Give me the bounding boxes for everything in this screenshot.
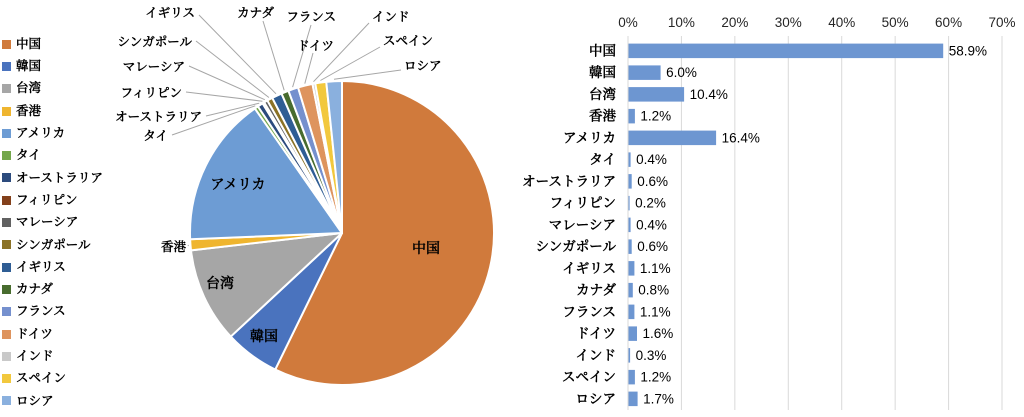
pie-leader-line <box>188 245 189 246</box>
bar-value-label: 1.2% <box>640 369 672 385</box>
bar-value-label: 1.7% <box>643 391 674 407</box>
x-tick-label: 10% <box>667 15 695 30</box>
pie-leader-line <box>334 70 401 79</box>
pie-callout-label: ドイツ <box>297 39 334 53</box>
bar-category-label: シンガポール <box>535 239 616 255</box>
legend-label: フィリピン <box>16 192 78 207</box>
x-tick-label: 70% <box>988 15 1016 30</box>
pie-callout-label: 香港 <box>160 240 186 254</box>
pie-leader-line <box>263 21 284 90</box>
x-tick-label: 50% <box>881 15 909 30</box>
bar <box>629 392 638 407</box>
legend-label: フランス <box>16 304 66 319</box>
pie-chart <box>115 5 494 385</box>
legend-label: マレーシア <box>16 215 79 230</box>
x-tick-label: 30% <box>774 15 802 30</box>
bar-category-label: イギリス <box>562 260 616 276</box>
bar-category-label: マレーシア <box>548 217 616 233</box>
bar-category-label: タイ <box>589 152 616 168</box>
pie-slice-label: 韓国 <box>250 328 278 344</box>
legend-label: ドイツ <box>16 326 53 341</box>
pie-leader-line <box>305 53 313 84</box>
pie-callout-label: スペイン <box>383 34 434 48</box>
bar-value-label: 1.2% <box>640 108 672 124</box>
pie-callout-label: イギリス <box>145 6 195 20</box>
legend-label: 香港 <box>16 103 42 118</box>
x-tick-label: 40% <box>828 15 856 30</box>
bar-value-label: 0.4% <box>636 217 667 233</box>
bar <box>629 196 630 211</box>
legend-label: オーストラリア <box>16 170 103 185</box>
bar-category-label: フランス <box>562 304 616 320</box>
legend-label: アメリカ <box>16 126 66 141</box>
bar <box>629 283 633 298</box>
legend-label: スペイン <box>16 371 67 386</box>
pie-callout-label: オーストラリア <box>115 110 202 124</box>
bar-value-label: 1.1% <box>639 304 671 320</box>
bar-value-label: 6.0% <box>666 65 697 81</box>
bar-chart <box>522 15 1015 410</box>
bar <box>629 261 635 276</box>
bar-category-label: 香港 <box>589 108 616 124</box>
bar <box>629 65 661 80</box>
pie-slice-label: アメリカ <box>210 176 266 192</box>
bar-category-label: オーストラリア <box>522 173 616 189</box>
x-tick-label: 20% <box>721 15 749 30</box>
bar-category-label: アメリカ <box>562 130 616 146</box>
legend-label: イギリス <box>16 259 66 274</box>
pie-callout-label: シンガポール <box>117 35 192 49</box>
bar <box>629 152 631 167</box>
bar-category-label: 台湾 <box>589 86 616 102</box>
bar-value-label: 10.4% <box>689 86 728 102</box>
bar-value-label: 1.6% <box>642 326 674 342</box>
pie-callout-label: インド <box>372 10 410 24</box>
bar <box>629 109 635 124</box>
bar <box>629 87 685 102</box>
pie-slice-label: 中国 <box>412 240 440 256</box>
bar <box>629 370 635 385</box>
bar <box>629 326 638 341</box>
bar-value-label: 0.2% <box>635 195 666 211</box>
bar-value-label: 0.6% <box>637 173 668 189</box>
bar <box>629 44 944 59</box>
bar <box>629 305 635 320</box>
legend-label: シンガポール <box>16 237 91 252</box>
bar-value-label: 0.8% <box>638 282 670 298</box>
x-tick-label: 60% <box>935 15 963 30</box>
legend-label: 韓国 <box>16 59 42 74</box>
pie-callout-label: ロシア <box>404 59 442 73</box>
bar-value-label: 1.1% <box>639 260 671 276</box>
bar <box>629 174 632 189</box>
bar-value-label: 0.6% <box>637 239 668 255</box>
legend-label: 台湾 <box>16 81 42 96</box>
x-tick-label: 0% <box>618 15 638 30</box>
legend-label: 中国 <box>16 36 42 51</box>
bar-category-label: フィリピン <box>549 195 616 211</box>
legend-label: ロシア <box>16 393 54 408</box>
bar-category-label: 韓国 <box>589 65 616 81</box>
pie-callout-label: マレーシア <box>122 60 185 74</box>
bar-category-label: カナダ <box>576 282 616 298</box>
bar <box>629 131 717 146</box>
pie-callout-label: カナダ <box>237 6 274 20</box>
bar-value-label: 16.4% <box>721 130 760 146</box>
bar-category-label: スペイン <box>562 369 616 385</box>
legend-label: カナダ <box>16 282 53 297</box>
pie-callout-label: フィリピン <box>120 86 182 100</box>
legend-label: インド <box>16 349 54 364</box>
bar <box>629 348 631 363</box>
pie-leader-line <box>293 25 311 87</box>
legend-label: タイ <box>16 148 41 163</box>
bar <box>629 218 631 233</box>
bar-value-label: 58.9% <box>948 43 987 59</box>
bar-value-label: 0.3% <box>635 347 667 363</box>
bar-value-label: 0.4% <box>636 152 667 168</box>
bar-category-label: インド <box>575 347 616 363</box>
bar-category-label: ロシア <box>575 391 616 407</box>
bar-category-label: ドイツ <box>576 326 616 342</box>
pie-callout-label: フランス <box>286 10 336 24</box>
bar-category-label: 中国 <box>589 43 616 59</box>
pie-callout-label: タイ <box>143 129 168 143</box>
bar <box>629 239 632 254</box>
pie-slice-label: 台湾 <box>206 275 234 291</box>
